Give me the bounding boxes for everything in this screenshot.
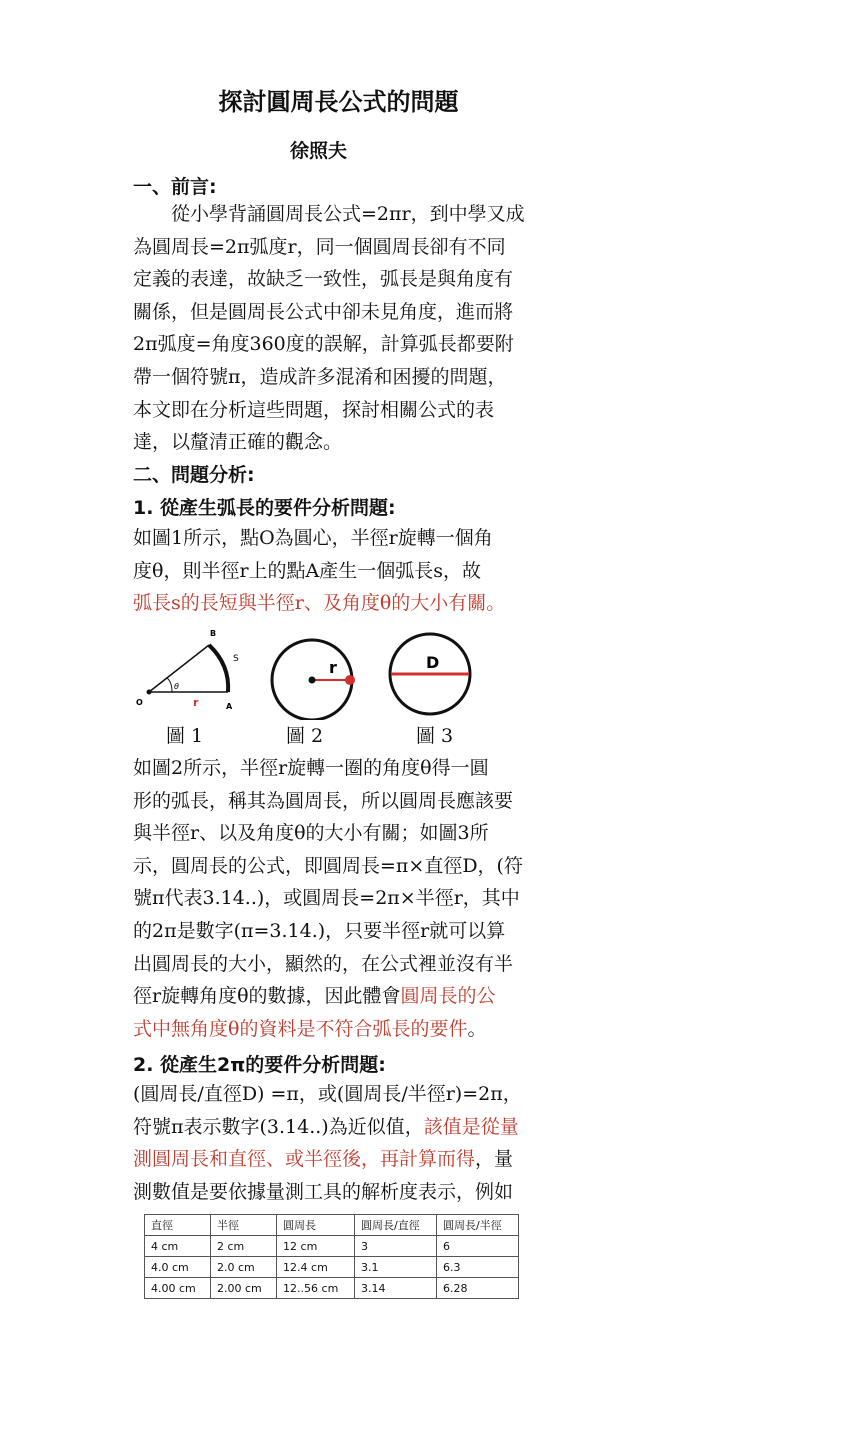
arc-s <box>209 645 228 692</box>
table-cell: 6.28 <box>437 1278 519 1299</box>
figure-3-caption: 圖 3 <box>416 725 454 747</box>
figure-1-caption: 圖 1 <box>166 725 204 747</box>
plain-text: ，量 <box>475 1148 514 1171</box>
label-o: O <box>136 698 143 707</box>
subsection-1-paragraph <box>133 522 563 620</box>
table-header-row <box>145 1215 519 1236</box>
plain-text: 。 <box>467 1017 487 1040</box>
radius-line-ob <box>149 645 209 692</box>
table-cell: 4.0 cm <box>145 1257 211 1278</box>
paragraph-line: 的2π是數字(π=3.14.)，只要半徑r就可以算 <box>133 919 506 942</box>
column-header: 半徑 <box>211 1215 277 1236</box>
figure-explanation-paragraph <box>133 752 563 1045</box>
figures-strip <box>130 625 480 720</box>
paragraph-line: 測數值是要依據量測工具的解析度表示，例如 <box>133 1180 514 1203</box>
table-cell: 4.00 cm <box>145 1278 211 1299</box>
paragraph-line: 2π弧度=角度360度的誤解，計算弧長都要附 <box>133 333 514 356</box>
figure-2 <box>272 640 355 720</box>
figure-1 <box>136 629 239 711</box>
highlighted-text: 圓周長的公 <box>400 985 496 1008</box>
label-theta: θ <box>174 682 179 691</box>
table-cell: 12 cm <box>277 1236 355 1257</box>
label-s: S <box>233 654 239 664</box>
paragraph-line <box>133 980 563 1013</box>
angle-arc <box>167 678 172 692</box>
column-header: 圓周長 <box>277 1215 355 1236</box>
section-1-paragraph <box>133 198 563 459</box>
paragraph-line: 本文即在分析這些問題，探討相關公式的表 <box>133 398 495 421</box>
label-r: r <box>329 658 337 677</box>
table-cell: 12..56 cm <box>277 1278 355 1299</box>
table-row <box>145 1257 519 1278</box>
paragraph-line: 帶一個符號π，造成許多混淆和困擾的問題， <box>133 365 507 388</box>
author-name: 徐照夫 <box>289 140 347 162</box>
table-cell: 3.1 <box>355 1257 437 1278</box>
label-b: B <box>210 629 217 638</box>
paragraph-line: 示，圓周長的公式，即圓周長=π×直徑D，(符 <box>133 854 523 877</box>
figure-2-caption: 圖 2 <box>286 725 324 747</box>
plain-text: 符號π表示數字(3.14..)為近似值， <box>133 1115 424 1138</box>
paragraph-line: (圓周長/直徑D) =π，或(圓周長/半徑r)=2π， <box>133 1083 522 1105</box>
highlighted-text: 該值是從量 <box>423 1115 519 1138</box>
subsection-1-heading: 1. 從產生弧長的要件分析問題: <box>133 497 396 519</box>
label-r: r <box>193 696 199 709</box>
table-cell: 4 cm <box>145 1236 211 1257</box>
paragraph-line <box>133 1111 563 1144</box>
table-cell: 3.14 <box>355 1278 437 1299</box>
paragraph-line: 號π代表3.14..)，或圓周長=2π×半徑r，其中 <box>133 887 520 910</box>
radius-endpoint <box>345 675 355 685</box>
section-1-heading: 一、前言: <box>133 176 217 198</box>
table-row <box>145 1278 519 1299</box>
figure-3 <box>390 634 470 714</box>
column-header: 直徑 <box>145 1215 211 1236</box>
paragraph-line: 與半徑r、以及角度θ的大小有關；如圖3所 <box>133 822 489 845</box>
paragraph-line <box>133 1013 563 1046</box>
center-point-o <box>147 690 152 695</box>
highlighted-line: 弧長s的長短與半徑r、及角度θ的大小有關。 <box>133 592 506 615</box>
table-cell: 12.4 cm <box>277 1257 355 1278</box>
document-title: 探討圓周長公式的問題 <box>218 88 459 116</box>
measurement-table <box>144 1214 519 1299</box>
table-row <box>145 1236 519 1257</box>
plain-text: 徑r旋轉角度θ的數據，因此體會 <box>133 985 401 1008</box>
highlighted-text: 式中無角度θ的資料是不符合弧長的要件 <box>133 1017 468 1040</box>
table-cell: 2.0 cm <box>211 1257 277 1278</box>
center-point <box>309 677 316 684</box>
subsection-2-heading: 2. 從產生2π的要件分析問題: <box>133 1054 386 1076</box>
table-cell: 3 <box>355 1236 437 1257</box>
section-2-heading: 二、問題分析: <box>133 464 255 486</box>
paragraph-line: 如圖2所示，半徑r旋轉一圈的角度θ得一圓 <box>133 757 489 779</box>
highlighted-text: 測圓周長和直徑、或半徑後，再計算而得 <box>133 1148 476 1171</box>
paragraph-line: 達，以釐清正確的觀念。 <box>133 431 343 454</box>
paragraph-line <box>133 1143 563 1176</box>
table-cell: 2 cm <box>211 1236 277 1257</box>
subsection-2-paragraph <box>133 1078 563 1208</box>
table-cell: 2.00 cm <box>211 1278 277 1299</box>
column-header: 圓周長/半徑 <box>437 1215 519 1236</box>
paragraph-line: 關係，但是圓周長公式中卻未見角度，進而將 <box>133 300 514 323</box>
paragraph-line: 定義的表達，故缺乏一致性，弧長是與角度有 <box>133 268 514 291</box>
column-header: 圓周長/直徑 <box>355 1215 437 1236</box>
paragraph-line: 從小學背誦圓周長公式=2πr，到中學又成 <box>171 203 525 225</box>
paragraph-line: 形的弧長，稱其為圓周長，所以圓周長應該要 <box>133 789 514 812</box>
paragraph-line: 為圓周長=2π弧度r，同一個圓周長卻有不同 <box>133 235 506 258</box>
table-cell: 6.3 <box>437 1257 519 1278</box>
paragraph-line: 出圓周長的大小，顯然的，在公式裡並沒有半 <box>133 952 514 975</box>
label-a: A <box>226 702 233 711</box>
table-cell: 6 <box>437 1236 519 1257</box>
paragraph-line: 度θ，則半徑r上的點A產生一個弧長s，故 <box>133 559 481 582</box>
paragraph-line: 如圖1所示，點O為圓心，半徑r旋轉一個角 <box>133 527 493 549</box>
label-d: D <box>426 653 440 672</box>
